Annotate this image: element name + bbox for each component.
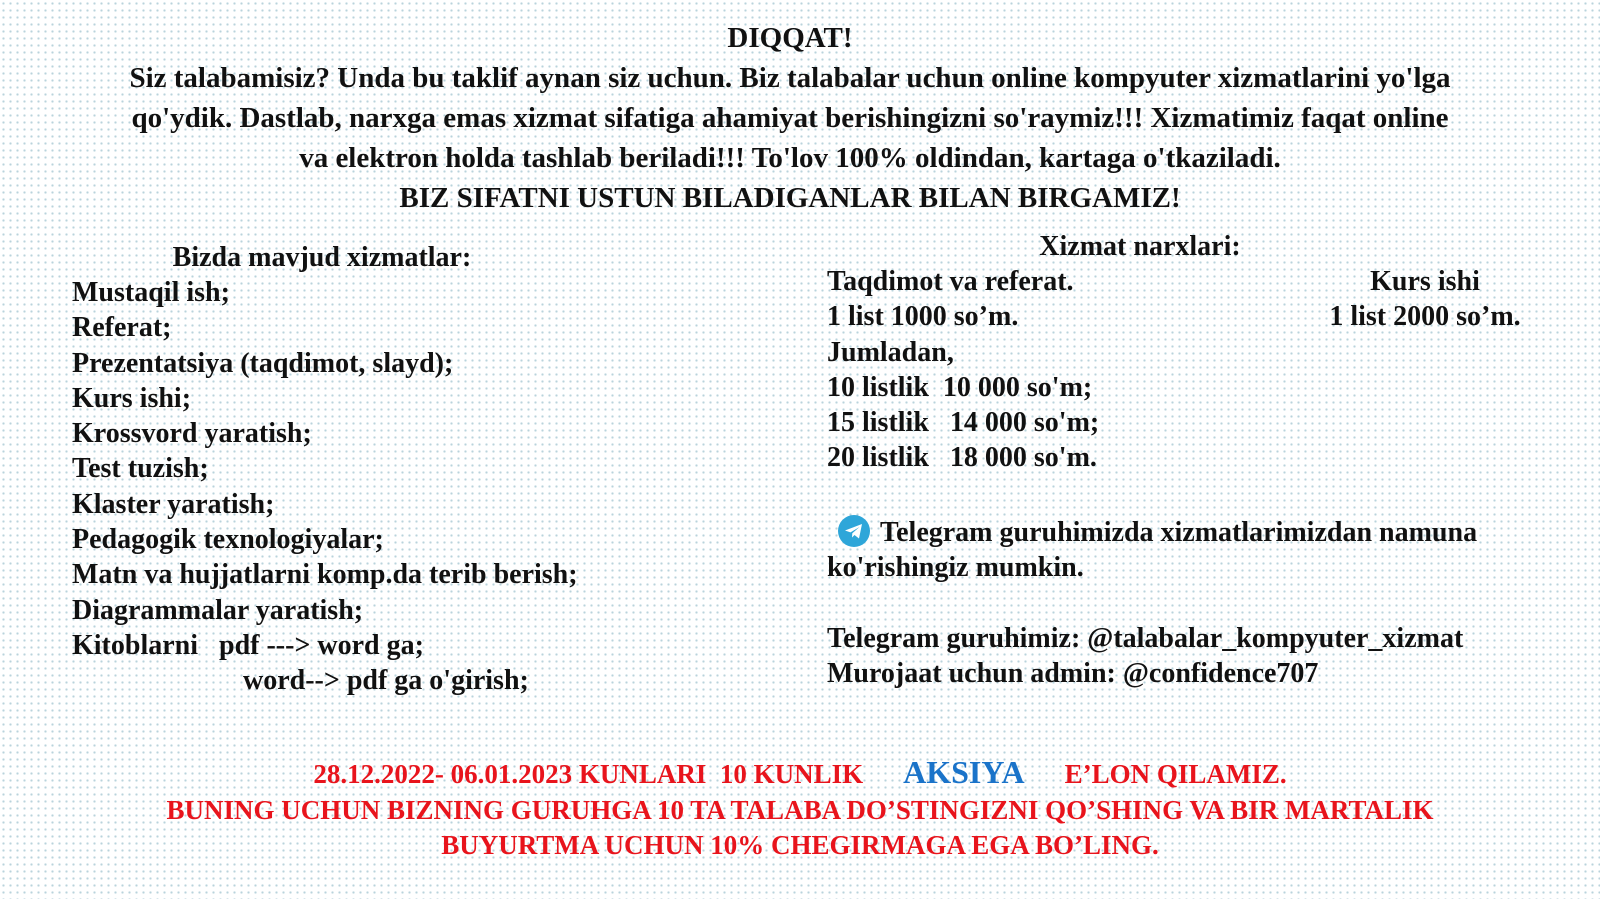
service-item: Prezentatsiya (taqdimot, slayd); xyxy=(72,347,454,379)
service-item: Test tuzish; xyxy=(72,453,209,485)
service-item: Mustaqil ish; xyxy=(72,277,230,308)
service-item: Pedagogik texnologiyalar; xyxy=(72,524,384,556)
intro-line-3: va elektron holda tashlab beriladi!!! To'lov 100% oldindan, kartaga o'tkaziladi. xyxy=(299,142,1281,174)
service-item: Kitoblarni pdf ---> word ga; xyxy=(72,629,424,661)
promo-line-2: BUNING UCHUN BIZNING GURUHGA 10 TA TALABA DO’STINGIZNI QO’SHING VA BIR MARTALIK xyxy=(166,795,1434,825)
admin-contact[interactable]: Murojaat uchun admin: @confidence707 xyxy=(827,658,1319,689)
service-item-continuation: word--> pdf ga o'girish; xyxy=(243,665,529,696)
service-item: Diagrammalar yaratish; xyxy=(72,594,364,626)
prices-left-block xyxy=(827,264,1099,476)
telegram-sample-line-1 xyxy=(838,515,1477,550)
promo-line-3: BUYURTMA UCHUN 10% CHEGIRMAGA EGA BO’LING. xyxy=(441,830,1159,860)
telegram-sample-text: Telegram guruhimizda xizmatlarimizdan namuna xyxy=(880,517,1478,548)
price-rate: 1 list 2000 so’m. xyxy=(1329,301,1521,333)
announcement-header xyxy=(20,18,1560,218)
including-label: Jumladan, xyxy=(827,336,954,368)
telegram-sample-line-2: ko'rishingiz mumkin. xyxy=(827,552,1084,583)
prices-heading: Xizmat narxlari: xyxy=(1039,231,1241,262)
intro-line-2: qo'ydik. Dastlab, narxga emas xizmat sifatiga ahamiyat berishingizni so'raymiz!!! Xizmatimiz faqat online xyxy=(131,102,1449,134)
price-tier: 20 listlik 18 000 so'm. xyxy=(827,442,1097,474)
promo-footer xyxy=(0,754,1600,863)
intro-line-1: Siz talabamisiz? Unda bu taklif aynan siz uchun. Biz talabalar uchun online kompyuter xizmatlarini yo'lga xyxy=(129,62,1451,94)
aksiya-label: AKSIYA xyxy=(903,754,1025,790)
telegram-icon xyxy=(838,515,870,547)
service-item: Klaster yaratish; xyxy=(72,488,275,520)
slogan: BIZ SIFATNI USTUN BILADIGANLAR BILAN BIRGAMIZ! xyxy=(399,182,1181,214)
prices-right-block xyxy=(1310,264,1540,335)
price-tier: 15 listlik 14 000 so'm; xyxy=(827,407,1100,439)
service-item: Referat; xyxy=(72,312,172,344)
price-category-title: Kurs ishi xyxy=(1370,266,1480,297)
service-item: Krossvord yaratish; xyxy=(72,418,312,450)
services-heading: Bizda mavjud xizmatlar: xyxy=(172,242,472,273)
price-category-title: Taqdimot va referat. xyxy=(827,266,1074,297)
price-tier: 10 listlik 10 000 so'm; xyxy=(827,371,1093,403)
promo-announce: E’LON QILAMIZ. xyxy=(1064,759,1287,789)
price-rate: 1 list 1000 so’m. xyxy=(827,301,1019,333)
service-item: Kurs ishi; xyxy=(72,382,192,414)
promo-line-1 xyxy=(0,754,1600,793)
page-title: DIQQAT! xyxy=(727,22,853,54)
promo-dates: 28.12.2022- 06.01.2023 KUNLARI 10 KUNLIK xyxy=(313,759,864,789)
service-item: Matn va hujjatlarni komp.da terib berish; xyxy=(72,559,578,591)
telegram-group-handle[interactable]: Telegram guruhimiz: @talabalar_kompyuter_xizmat xyxy=(827,623,1464,654)
services-list xyxy=(72,275,578,663)
